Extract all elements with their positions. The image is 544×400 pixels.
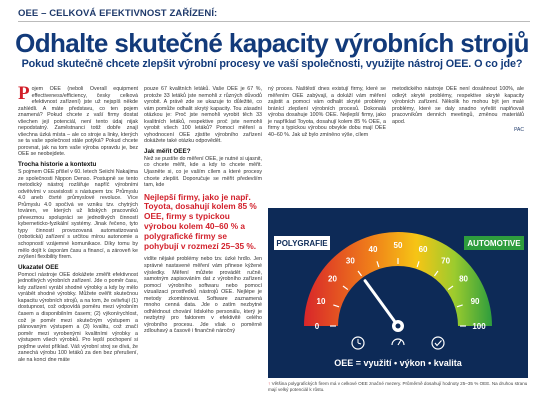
clock-icon (352, 337, 364, 349)
drop-cap: P (18, 83, 30, 104)
article-column-1 (18, 83, 138, 363)
column-2-paragraph-1: pouze 67 kvalitních letáků. Vaše OEE je 67 %, protože 33 letáků jste nemohli z různých důvodů vyrobit. A právě zde se ukazuje to důležité, co vám pomůže odhalit skrytý kapacity. Tou zásadní otázkou je: Proč jste nemohli vyrobit těch 33 kvalitních letáků, respektive proč jste nemohli vyrobit všech 100 letáků? Pomocí měření a vyhodnocení OEE zjistíte výrobního zařízení dokážete také otázku odpovědět. (144, 86, 262, 145)
gauge-tick-label: 10 (316, 296, 326, 306)
article-column-2 (144, 86, 262, 335)
article-column-3 (268, 86, 386, 138)
article-column-4 (392, 86, 524, 134)
oee-gauge-figure (268, 208, 528, 378)
speed-icon (392, 339, 404, 345)
gauge-tick-label: 0 (314, 322, 320, 331)
column-4-paragraph-1: metodického nástroje OEE není dosáhnout 100%, ale odkrýt skryté problémy, respektive skryté kapacity výrobních zařízení. Několik ho mohou být jen malé problémy, které se daly snadno vyřešit naplňovali pracovníkům denních meetingů, změnou materiálů apod. (392, 86, 524, 125)
caption-text: Většina polygrafických firem má v celkové OEE značné mezery. Průměrně dosahují hodnoty 25–35 % OEE. Na druhou stranu mají velký potenciál k růstu. (268, 381, 528, 392)
column-3-paragraph-1: ný proces. Naštěstí dnes existují firmy, které se měřením OEE zabývají, a dokáží vám měření zajistit a pomoci vám odhalit skryté problémy bránící zlepšení výrobních procesů. Dokonalá výroba dosahuje 100% OEE. Nejlepší firmy, jako je například Toyota, dosahují kolem 85 % OEE, a firmy s typickou výrobou obvykle dobu mají OEE 40–60 %. Jak už bylo zmíněno výše, cílem (268, 86, 386, 138)
gauge-tick-label: 70 (441, 256, 451, 266)
gauge-needle (365, 281, 398, 326)
label-polygrafie: POLYGRAFIE (276, 239, 328, 248)
oee-indicator-paragraph: Pomocí nástroje OEE dokážete změřit efektivnost jednotlivých výrobních zařízení. Jde o poměr času, kdy zařízení vyrábí shodné výrobky a kdy by mělo vyrábět shodné výrobky. Můžete ověřit skutečnou kapacitu výrobních strojů, a na tom, že ovlivňují (1) dostupnost, což odpovídá poměru mezi výrobním časem a disponibilním časem; (2) výkon/rychlost, což je poměr mezi skutečným výstupem a plánovaným výstupem a (3) kvalitu, což značí poměr mezi vyrobenými kvalitními výrobky a výstupem všech výrobků. Pro lepší pochopení si pojďme uvést příklad. Váš výrobní stroj se dívá, že zanechá výrobu 100 letáků za den bez přerušení, ale na konci dne máte (18, 271, 138, 363)
subheading-history: Trocha historie a kontextu (18, 161, 97, 169)
oee-formula: OEE = využití • výkon • kvalita (334, 358, 462, 368)
caption-marker-icon: ↑ (268, 381, 271, 386)
figure-caption (268, 381, 530, 392)
gauge-tick-label: 30 (345, 256, 355, 266)
column-2-paragraph-3: vidíte nějaké problémy nebo tzv. úzké hrdlo. Jen správné nastavené měření vám přinese kýžené výsledky. Měření můžete provádět ručně, samotným zapisováním dat z výrobního zařízení pomocí výrobního softwaru nebo pomocí vizualizaci prostředků nástrojů OEE. Nejlépe je metody zkombinovat. Software zaznamená mnoho cenná data. Jde o zatím nezbytné odhlédnout chování lidského personálu, který je nezbytný pro faktorem v efektivitě celého výrobního procesu. Jde však o poměrně zdlouhavý a časově i finančně náročný (144, 256, 262, 335)
gauge-tick-label: 100 (472, 322, 486, 331)
gauge-tick-label: 60 (418, 244, 428, 254)
standfirst: Pokud skutečně chcete zlepšit výrobní procesy ve vaší společnosti, využijte nástroj OEE. O co jde? (21, 58, 523, 70)
subheading-how-to-measure: Jak měřit OEE? (144, 147, 191, 155)
subheading-oee-indicator: Ukazatel OEE (18, 263, 59, 271)
headline: Odhalte skutečné kapacity výrobních strojů (15, 28, 529, 58)
quality-check-icon (432, 337, 444, 349)
intro-paragraph: ojem OEE (neboli Overall equipment effectiveness/efficiency, česky celková efektivnost zařízení) jste už nejspíš někde zahlédli. A máte představu, co ten pojem znamená? Pokud chcete z vaší firmy dostat všechen její potenciál, není tento údaj nijak nepodstatný. Zaměstnanci totiž dobře znají všechna úzká místa – ale co stroje a linky, kterých se ta vaše společnost stále potýká? Pokud chcete porovnat, jak na tom vaše výroba opravdu je, bez OEE se neobejdete. (18, 86, 138, 158)
needle-hub-center (396, 324, 401, 329)
gauge-tick-label: 40 (368, 244, 378, 254)
pull-quote: Nejlepší firmy, jako je např. Toyota, dosahují kolem 85 % OEE, firmy s typickou výrobou kolem 40–60 % a polygrafické firmy se pohybují v rozmezí 25–35 %. (144, 191, 257, 251)
gauge-tick-label: 20 (328, 274, 337, 284)
gauge-tick-label: 50 (393, 241, 403, 250)
gauge-tick-label: 90 (470, 296, 480, 306)
gauge-tick-label: 80 (459, 274, 468, 284)
label-automotive: AUTOMOTIVE (467, 239, 521, 248)
column-2-paragraph-2: Než se pustíte do měření OEE, je nutné si ujasnit, co chcete měřit, kde a kdy to chcete měřit. Ujasněte si, co je vaším cílem a které procesy chcete zlepšit. Doporučuje se měřit především tam, kde (144, 155, 262, 189)
author-initials: PAC (514, 127, 524, 134)
section-kicker: OEE – CELKOVÁ EFEKTIVNOST ZAŘÍZENÍ: (18, 8, 218, 19)
kicker-divider (18, 21, 530, 22)
history-paragraph: S pojmem OEE přišel v 60. letech Seiichi Nakajima ze společnosti Nippon Denso. Postupně se tento metodický nástroj rozšiřuje napříč výrobními odvětvími v souvislosti s nástupem tzv. Průmyslu 4.0 aneb čtvrté průmyslové revoluce. Více Průmyslu 4.0 spočívá ve vzniku tzv. chytrých továren, ve kterých už lidských pracovníků převezmou spolupráci se jednotlivých činností kyberneticko-fyzikální systémy. Jinak řečeno, tyto typy činností provozovaná automatizovaná (robotická) zařízení s určitou mírou autonomie a schopností vzájemné komunikace. Díky tomu by mělo dojít k úsporám času a financí, a zároveň ke zvýšení flexibility firem. (18, 169, 138, 261)
